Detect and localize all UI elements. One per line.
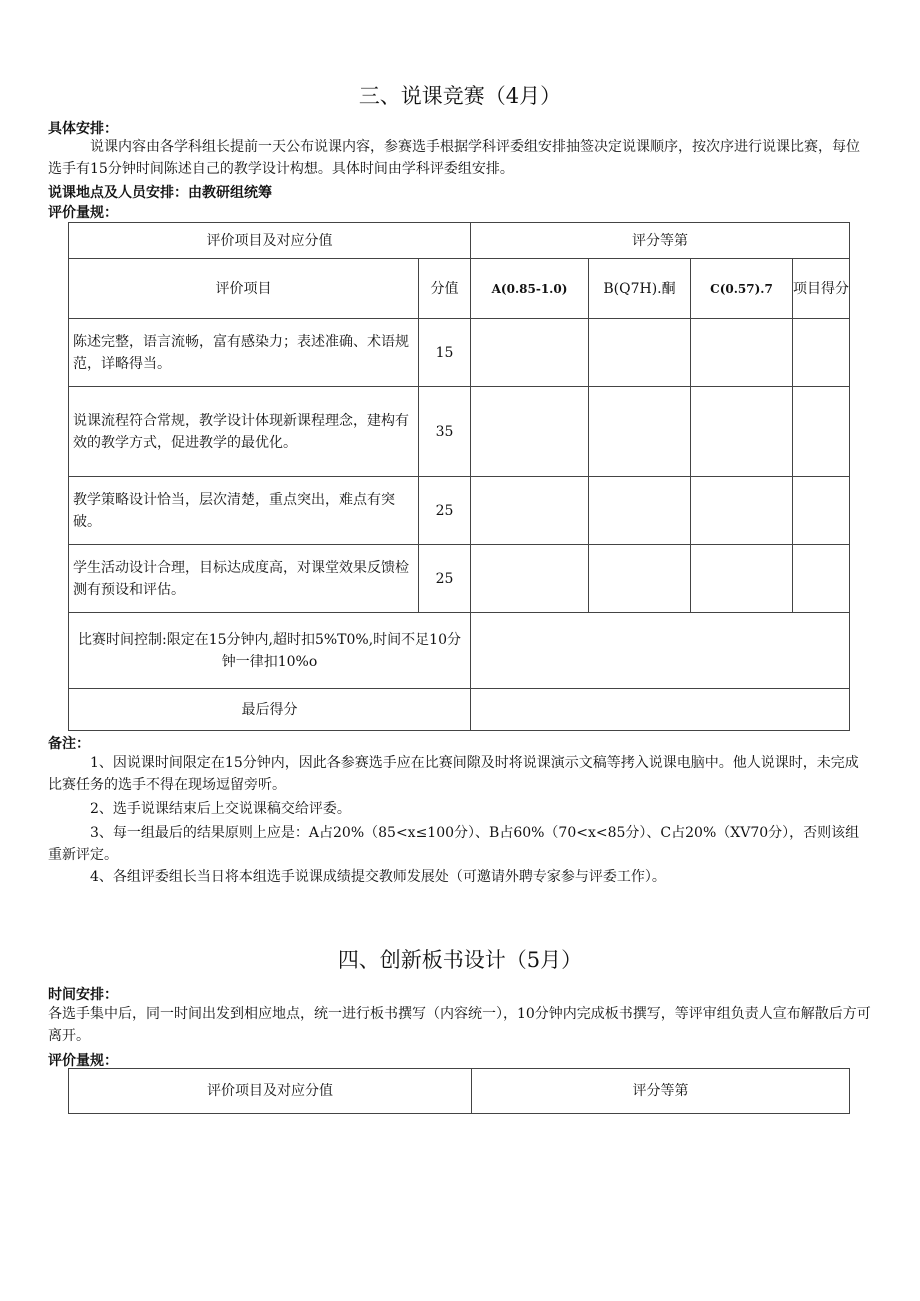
note-4: 4、各组评委组长当日将本组选手说课成绩提交教师发展处（可邀请外聘专家参与评委工作）。 (90, 869, 666, 885)
location-text: 说课地点及人员安排：由教研组统筹 (48, 185, 272, 201)
item-text: 说课流程符合常规，教学设计体现新课程理念，建构有效的教学方式，促进教学的最优化。 (69, 387, 419, 477)
final-score-label: 最后得分 (69, 689, 471, 731)
note-2: 2、选手说课结束后上交说课稿交给评委。 (90, 801, 351, 817)
header-items: 评价项目及对应分值 (69, 223, 471, 259)
table-row (69, 545, 850, 613)
rubric-table (68, 222, 850, 731)
item-text: 教学策略设计恰当，层次清楚，重点突出，难点有突破。 (69, 477, 419, 545)
section4-title: 四、创新板书设计（5月） (337, 948, 583, 972)
rubric-label-2: 评价量规： (48, 1053, 118, 1069)
header-grades: 评分等第 (471, 223, 850, 259)
note-1: 1、因说课时间限定在15分钟内，因此各参赛选手应在比赛间隙及时将说课演示文稿等拷入说课电脑中。他人说课时，未完成比赛任务的选手不得在现场逗留旁听。 (48, 755, 859, 793)
note-3: 3、每一组最后的结果原则上应是：A占20%（85<x≤100分）、B占60%（70<x<85分）、C占20%（XV70分），否则该组重新评定。 (48, 825, 860, 863)
rubric-label: 评价量规： (48, 205, 118, 221)
item-score: 25 (419, 545, 471, 613)
item-score: 15 (419, 319, 471, 387)
item-text: 学生活动设计合理，目标达成度高，对课堂效果反馈检测有预设和评估。 (69, 545, 419, 613)
col-score: 分值 (419, 259, 471, 319)
arrangement-label: 具体安排： (48, 121, 118, 137)
item-score: 25 (419, 477, 471, 545)
table-row (69, 387, 850, 477)
col-c: C(0.57).7 (691, 259, 793, 319)
rubric-table-2 (68, 1068, 850, 1114)
table-row (69, 319, 850, 387)
time-control: 比赛时间控制:限定在15分钟内,超时扣5%T0%,时间不足10分钟一律扣10%o (69, 613, 471, 689)
col-item: 评价项目 (69, 259, 419, 319)
table-row (69, 477, 850, 545)
col-a: A(0.85-1.0) (471, 259, 589, 319)
section3-title: 三、说课竞赛（4月） (358, 84, 562, 108)
time-label: 时间安排： (48, 987, 118, 1003)
time-text: 各选手集中后，同一时间出发到相应地点，统一进行板书撰写（内容统一），10分钟内完成板书撰写，等评审组负责人宣布解散后方可离开。 (48, 1006, 871, 1044)
arrangement-text: 说课内容由各学科组长提前一天公布说课内容，参赛选手根据学科评委组安排抽签决定说课顺序，按次序进行说课比赛，每位选手有15分钟时间陈述自己的教学设计构想。具体时间由学科评委组安排。 (48, 139, 860, 177)
header-items: 评价项目及对应分值 (69, 1069, 472, 1114)
col-b: B(Q7H).酮 (589, 259, 691, 319)
item-score: 35 (419, 387, 471, 477)
notes-label: 备注： (48, 736, 90, 752)
col-total: 项目得分 (793, 259, 850, 319)
item-text: 陈述完整，语言流畅，富有感染力；表述准确、术语规范，详略得当。 (69, 319, 419, 387)
header-grades: 评分等第 (472, 1069, 850, 1114)
